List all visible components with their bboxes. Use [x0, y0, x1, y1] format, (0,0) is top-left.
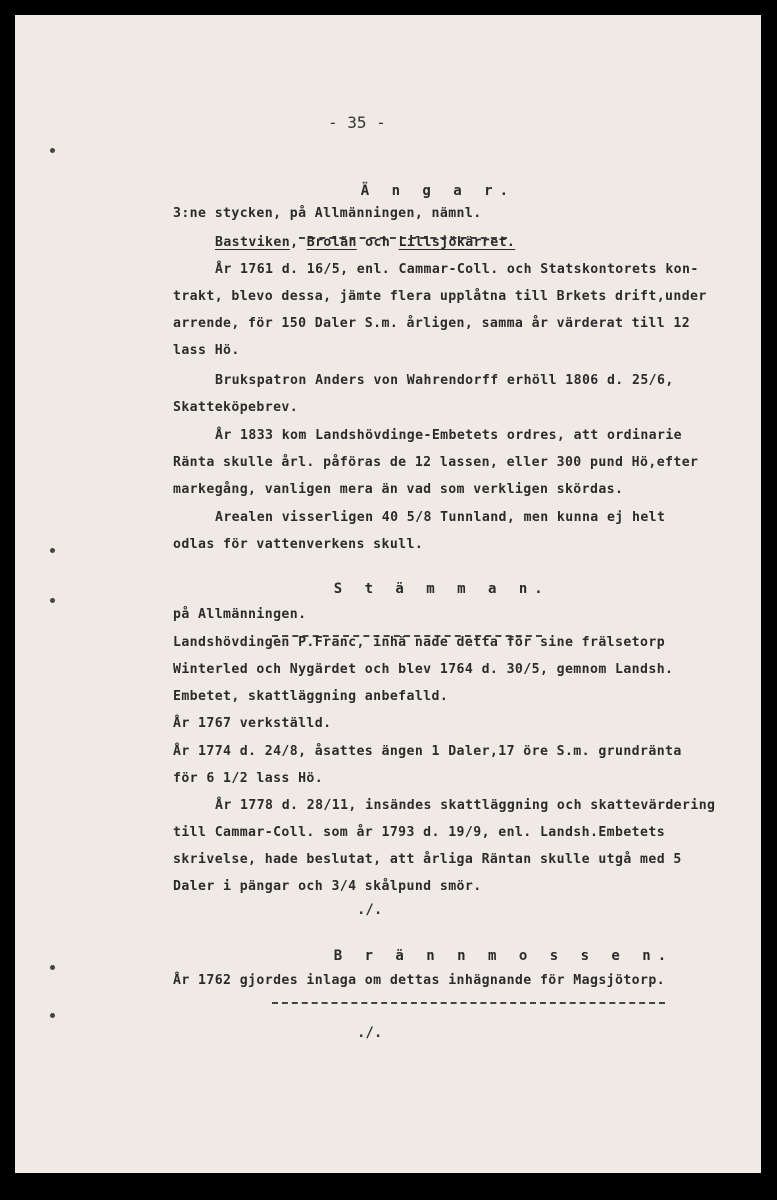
text-line: på Allmänningen. — [173, 607, 307, 622]
heading-brannmossen-text: B r ä n n m o s s e n. — [333, 948, 674, 964]
text-line: lass Hö. — [173, 343, 240, 358]
text-line: Skatteköpebrev. — [173, 400, 299, 415]
page-number: - 35 - — [328, 113, 386, 132]
margin-dot — [50, 1013, 55, 1018]
place-bastviken: Bastviken — [215, 235, 291, 250]
margin-dot — [50, 965, 55, 970]
text-line: 3:ne stycken, på Allmänningen, nämnl. — [173, 206, 482, 221]
document-page — [15, 15, 761, 1173]
place-names-line: Bastviken, Brolän och Lillsjökärret. — [215, 235, 516, 250]
text-line: odlas för vattenverkens skull. — [173, 537, 424, 552]
text-line: År 1778 d. 28/11, insändes skattläggning och skattevärdering — [215, 798, 716, 813]
text-line: Arealen visserligen 40 5/8 Tunnland, men kunna ej helt — [215, 510, 666, 525]
text-line: för 6 1/2 lass Hö. — [173, 771, 324, 786]
text-line: Ränta skulle årl. påföras de 12 lassen, eller 300 pund Hö,efter — [173, 455, 699, 470]
place-lillsjokarret: Lillsjökärret. — [398, 235, 516, 250]
text-line: År 1774 d. 24/8, åsattes ängen 1 Daler,17 öre S.m. grundränta — [173, 744, 682, 759]
margin-dot — [50, 148, 55, 153]
text-line: Winterled och Nygärdet och blev 1764 d. 30/5, gemnom Landsh. — [173, 662, 674, 677]
text-line: År 1761 d. 16/5, enl. Cammar-Coll. och Statskontorets kon- — [215, 262, 699, 277]
margin-dot — [50, 598, 55, 603]
text-line: Daler i pängar och 3/4 skålpund smör. — [173, 879, 482, 894]
text-line: Landshövdingen P.Franc, inhä nade detta för sine frälsetorp — [173, 635, 666, 650]
heading-angar — [299, 167, 515, 231]
section-separator: ./. — [357, 902, 383, 918]
text-line: arrende, för 150 Daler S.m. årligen, samma år värderat till 12 — [173, 316, 691, 331]
text-line: År 1833 kom Landshövdinge-Embetets ordres, att ordinarie — [215, 428, 683, 443]
heading-stamman — [272, 565, 550, 629]
text-line: trakt, blevo dessa, jämte flera upplåtna till Brkets drift,under — [173, 289, 707, 304]
text-line: till Cammar-Coll. som år 1793 d. 19/9, enl. Landsh.Embetets — [173, 825, 666, 840]
text-line: Embetet, skattläggning anbefalld. — [173, 689, 449, 704]
section-separator: ./. — [357, 1025, 383, 1041]
text-line: År 1767 verkställd. — [173, 716, 332, 731]
margin-dot — [50, 548, 55, 553]
text-line: År 1762 gjordes inlaga om dettas inhägnande för Magsjötorp. — [173, 973, 666, 988]
place-brolan: Brolän — [306, 235, 357, 250]
text-line: skrivelse, hade beslutat, att årliga Räntan skulle utgå med 5 — [173, 852, 682, 867]
heading-angar-text: Ä n g a r. — [360, 183, 516, 199]
heading-underline — [272, 1002, 665, 1004]
text-line: markegång, vanligen mera än vad som verkligen skördas. — [173, 482, 624, 497]
text-line: Brukspatron Anders von Wahrendorff erhöll 1806 d. 25/6, — [215, 373, 674, 388]
heading-stamman-text: S t ä m m a n. — [333, 581, 550, 597]
